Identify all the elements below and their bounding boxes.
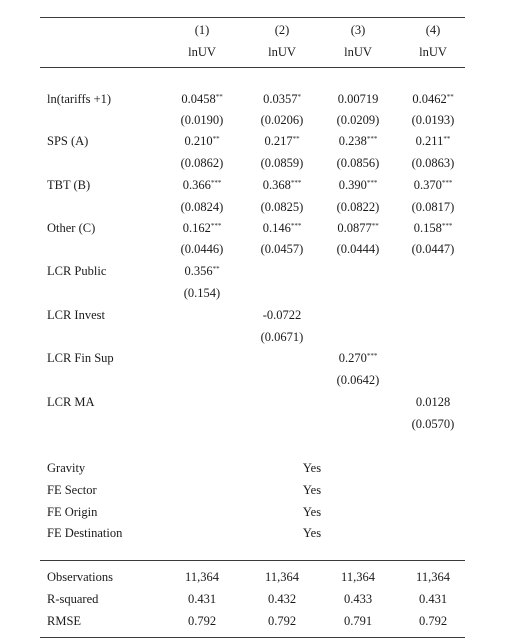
dep-var-4: lnUV (419, 45, 447, 59)
rmse-4: 0.792 (418, 614, 448, 628)
se-tariffs-2: (0.0206) (260, 113, 304, 127)
coef-tariffs-1: 0.0458** (181, 92, 223, 106)
stat-label-r-squared: R-squared (47, 592, 99, 606)
coef-tariffs-3: 0.00719 (337, 92, 379, 106)
bottom-rule (40, 637, 465, 638)
r-squared-1: 0.431 (187, 592, 217, 606)
se-tariffs-1: (0.0190) (180, 113, 224, 127)
stat-label-observations: Observations (47, 570, 113, 584)
coef-lcr-fin-sup: 0.270*** (338, 351, 378, 365)
r-squared-2: 0.432 (267, 592, 297, 606)
coef-tariffs-4: 0.0462** (412, 92, 454, 106)
row-label-other: Other (C) (47, 221, 96, 235)
control-value-gravity: Yes (302, 461, 322, 475)
coef-tariffs-2: 0.0357* (263, 92, 301, 106)
se-tbt-2: (0.0825) (260, 200, 304, 214)
coef-sps-4: 0.211** (415, 134, 451, 148)
observations-3: 11,364 (341, 570, 375, 584)
control-value-fe-destination: Yes (302, 526, 322, 540)
col-number-2: (2) (274, 23, 290, 37)
col-number-1: (1) (194, 23, 210, 37)
se-tbt-3: (0.0822) (336, 200, 380, 214)
controls-rule (40, 560, 465, 561)
dep-var-2: lnUV (268, 45, 296, 59)
se-other-4: (0.0447) (411, 242, 455, 256)
r-squared-4: 0.431 (418, 592, 448, 606)
control-value-fe-origin: Yes (302, 505, 322, 519)
se-tbt-1: (0.0824) (180, 200, 224, 214)
control-label-fe-sector: FE Sector (47, 483, 97, 497)
header-rule (40, 67, 465, 68)
coef-sps-1: 0.210** (184, 134, 220, 148)
se-lcr-ma: (0.0570) (411, 417, 455, 431)
row-label-sps: SPS (A) (47, 134, 89, 148)
control-label-fe-destination: FE Destination (47, 526, 123, 540)
dep-var-1: lnUV (188, 45, 216, 59)
coef-sps-2: 0.217** (264, 134, 300, 148)
row-label-lcr-ma: LCR MA (47, 395, 95, 409)
observations-1: 11,364 (185, 570, 219, 584)
coef-other-2: 0.146*** (262, 221, 302, 235)
observations-4: 11,364 (416, 570, 450, 584)
se-tariffs-4: (0.0193) (411, 113, 455, 127)
se-lcr-fin-sup: (0.0642) (336, 373, 380, 387)
coef-other-1: 0.162*** (182, 221, 222, 235)
r-squared-3: 0.433 (343, 592, 373, 606)
row-label-tariffs: ln(tariffs +1) (47, 92, 112, 106)
se-tariffs-3: (0.0209) (336, 113, 380, 127)
se-sps-1: (0.0862) (180, 156, 224, 170)
row-label-tbt: TBT (B) (47, 178, 91, 192)
control-label-fe-origin: FE Origin (47, 505, 98, 519)
se-sps-2: (0.0859) (260, 156, 304, 170)
se-sps-4: (0.0863) (411, 156, 455, 170)
control-value-fe-sector: Yes (302, 483, 322, 497)
coef-other-4: 0.158*** (413, 221, 453, 235)
se-lcr-invest: (0.0671) (260, 330, 304, 344)
coef-other-3: 0.0877** (337, 221, 379, 235)
row-label-lcr-public: LCR Public (47, 264, 107, 278)
col-number-4: (4) (425, 23, 441, 37)
row-label-lcr-invest: LCR Invest (47, 308, 105, 322)
observations-2: 11,364 (265, 570, 299, 584)
se-other-1: (0.0446) (180, 242, 224, 256)
coef-tbt-4: 0.370*** (413, 178, 453, 192)
top-rule (40, 17, 465, 18)
coef-sps-3: 0.238*** (338, 134, 378, 148)
se-other-2: (0.0457) (260, 242, 304, 256)
se-other-3: (0.0444) (336, 242, 380, 256)
se-tbt-4: (0.0817) (411, 200, 455, 214)
coef-tbt-2: 0.368*** (262, 178, 302, 192)
col-number-3: (3) (350, 23, 366, 37)
coef-lcr-ma: 0.0128 (415, 395, 451, 409)
coef-lcr-public: 0.356** (184, 264, 220, 278)
se-lcr-public: (0.154) (183, 286, 221, 300)
se-sps-3: (0.0856) (336, 156, 380, 170)
row-label-lcr-fin-sup: LCR Fin Sup (47, 351, 114, 365)
control-label-gravity: Gravity (47, 461, 86, 475)
coef-tbt-1: 0.366*** (182, 178, 222, 192)
dep-var-3: lnUV (344, 45, 372, 59)
stat-label-rmse: RMSE (47, 614, 82, 628)
coef-lcr-invest: -0.0722 (262, 308, 302, 322)
coef-tbt-3: 0.390*** (338, 178, 378, 192)
rmse-2: 0.792 (267, 614, 297, 628)
rmse-3: 0.791 (343, 614, 373, 628)
rmse-1: 0.792 (187, 614, 217, 628)
